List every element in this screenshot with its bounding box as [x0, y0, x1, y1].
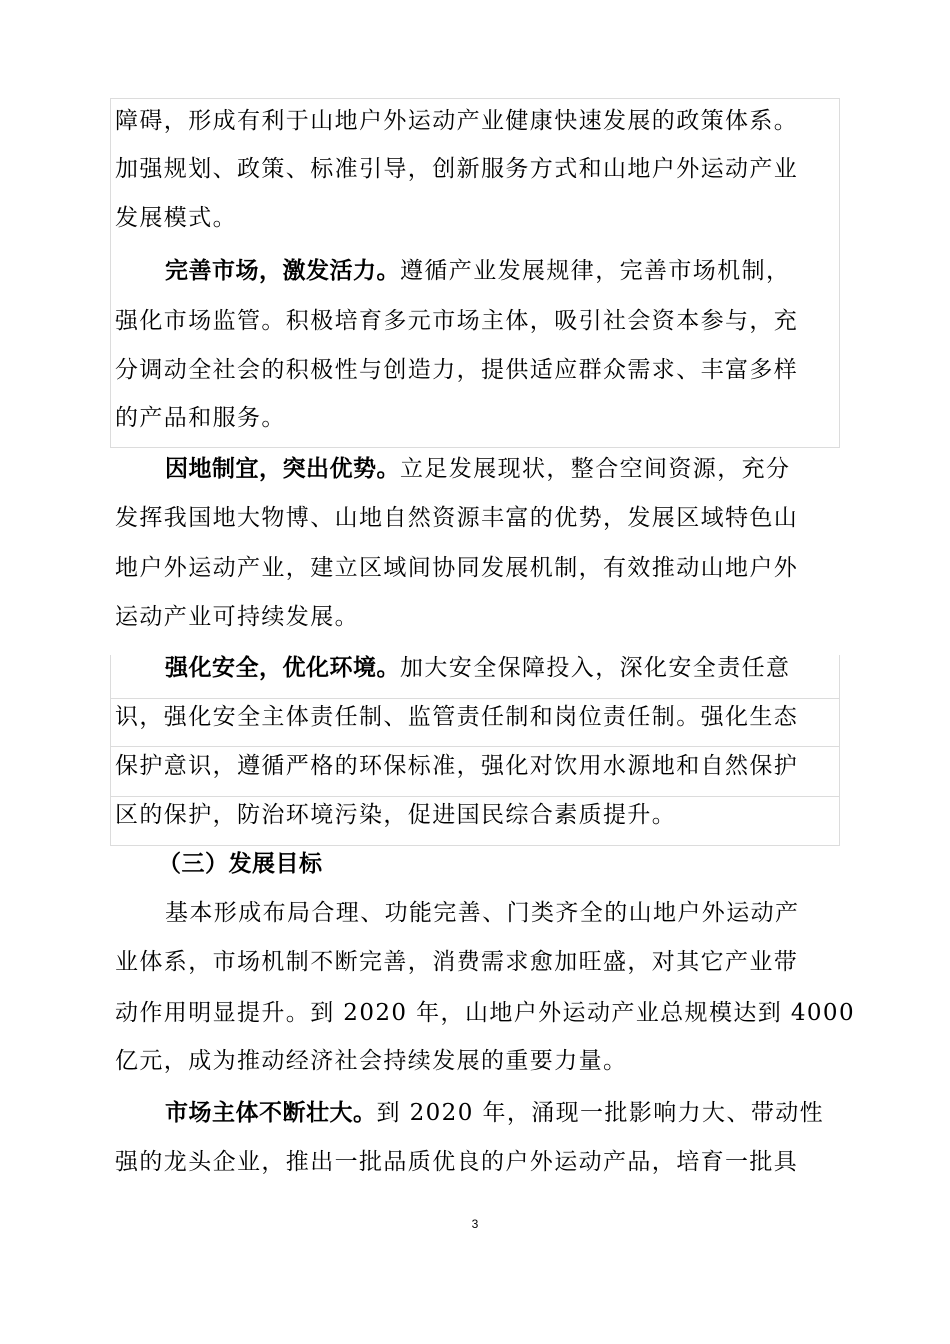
paragraph-line: 基本形成布局合理、功能完善、门类齐全的山地户外运动产 — [165, 900, 800, 926]
paragraph-heading: 完善市场，激发活力。 — [165, 258, 400, 284]
paragraph-text: 立足发展现状，整合空间资源，充分 — [400, 456, 791, 482]
page-number: 3 — [471, 1217, 479, 1231]
paragraph-heading: 因地制宜，突出优势。 — [165, 456, 400, 482]
paragraph-line: 强的龙头企业，推出一批品质优良的户外运动产品，培育一批具 — [115, 1149, 799, 1175]
paragraph-line: 分调动全社会的积极性与创造力，提供适应群众需求、丰富多样 — [115, 357, 799, 383]
paragraph-line: 动作用明显提升。到 2020 年，山地户外运动产业总规模达到 4000 — [115, 1000, 855, 1026]
paragraph-first-line — [165, 643, 845, 693]
paragraph-text: 加大安全保障投入，深化安全责任意 — [400, 655, 791, 681]
paragraph-line: 障碍，形成有利于山地户外运动产业健康快速发展的政策体系。 — [115, 108, 799, 134]
paragraph-text: 到 2020 年，涌现一批影响力大、带动性 — [376, 1100, 825, 1126]
paragraph-first-line — [165, 444, 845, 494]
paragraph-first-line — [165, 246, 845, 296]
paragraph-line: 识，强化安全主体责任制、监管责任制和岗位责任制。强化生态 — [115, 704, 799, 730]
paragraph-first-line — [165, 1088, 845, 1138]
paragraph-line: 强化市场监管。积极培育多元市场主体，吸引社会资本参与，充 — [115, 308, 799, 334]
paragraph-line: 发挥我国地大物博、山地自然资源丰富的优势，发展区域特色山 — [115, 505, 799, 531]
paragraph-line: 亿元，成为推动经济社会持续发展的重要力量。 — [115, 1048, 628, 1074]
paragraph-line: 业体系，市场机制不断完善，消费需求愈加旺盛，对其它产业带 — [115, 949, 799, 975]
paragraph-line: 运动产业可持续发展。 — [115, 604, 359, 630]
paragraph-line: 加强规划、政策、标准引导，创新服务方式和山地户外运动产业 — [115, 156, 799, 182]
paragraph-line: 区的保护，防治环境污染，促进国民综合素质提升。 — [115, 802, 677, 828]
paragraph-line: 发展模式。 — [115, 205, 237, 231]
paragraph-line: 地户外运动产业，建立区域间协同发展机制，有效推动山地户外 — [115, 555, 799, 581]
paragraph-heading: 市场主体不断壮大。 — [165, 1100, 377, 1126]
frame-line — [110, 98, 111, 448]
paragraph-line: 保护意识，遵循严格的环保标准，强化对饮用水源地和自然保护 — [115, 753, 799, 779]
paragraph-text: 遵循产业发展规律，完善市场机制， — [400, 258, 791, 284]
paragraph-heading: 强化安全，优化环境。 — [165, 655, 400, 681]
section-title: （三）发展目标 — [158, 851, 323, 877]
paragraph-line: 的产品和服务。 — [115, 405, 286, 431]
frame-line — [110, 655, 111, 845]
